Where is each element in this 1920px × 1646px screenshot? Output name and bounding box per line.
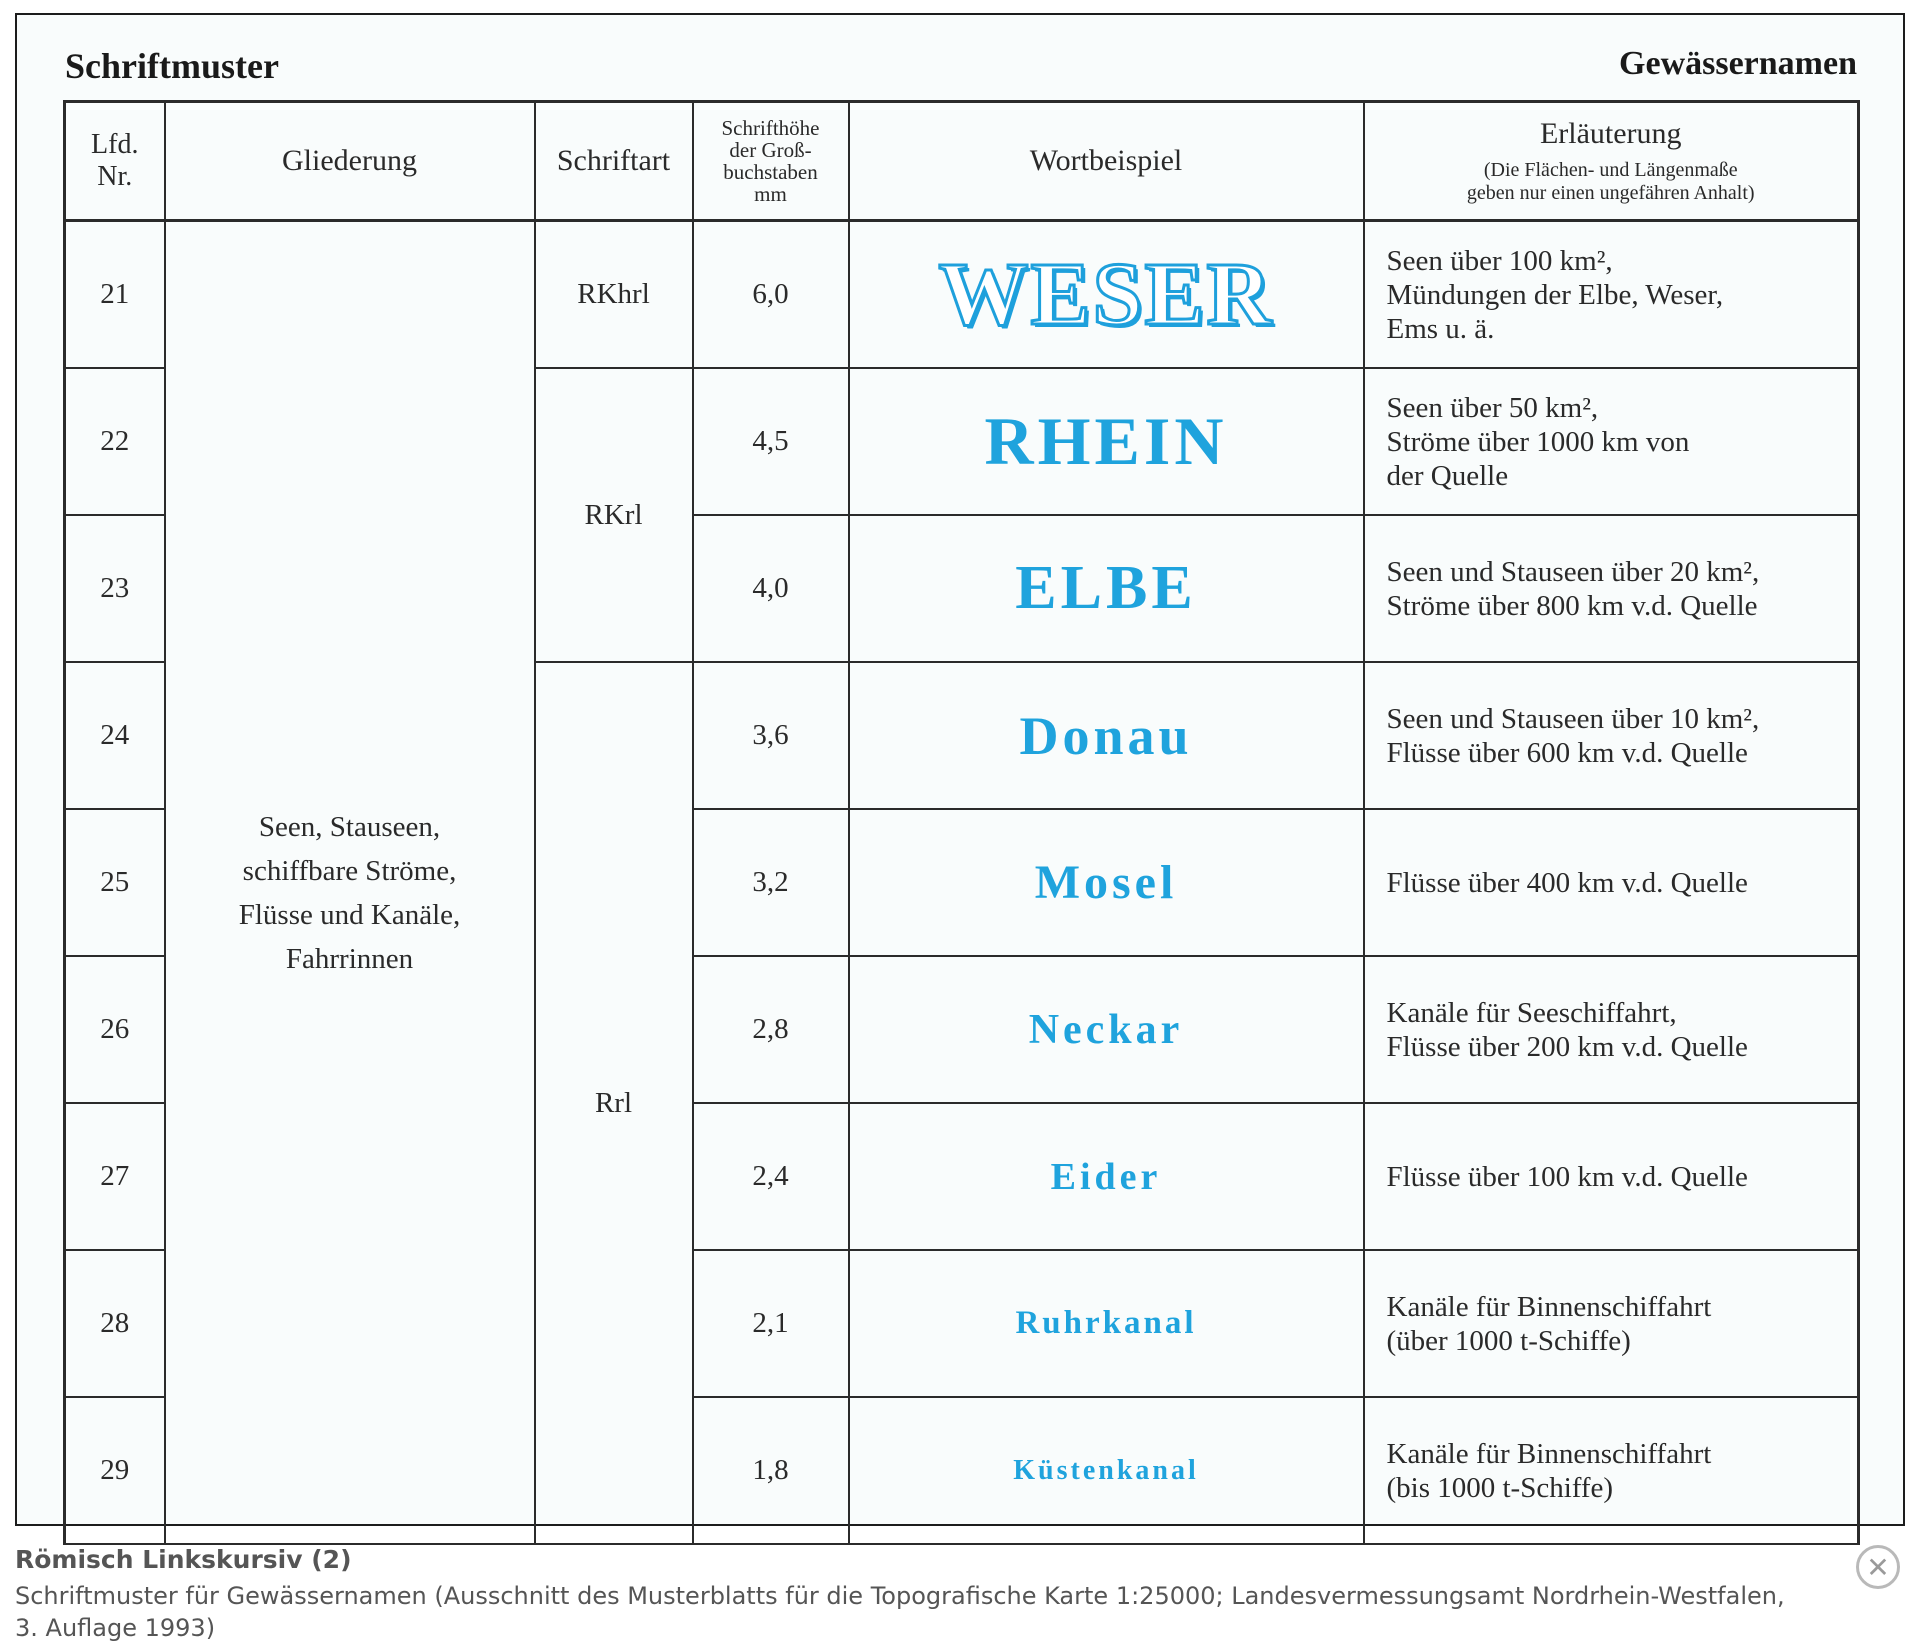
erlaeuterung-cell [1364, 1250, 1859, 1397]
table-row [65, 221, 1859, 369]
word-example-cell [849, 1250, 1364, 1397]
row-nr: 28 [65, 1250, 165, 1397]
schrifthoehe-cell: 2,4 [693, 1103, 849, 1250]
schrifthoehe-cell: 4,5 [693, 368, 849, 515]
erl-line: Mündungen der Elbe, Weser, [1386, 278, 1724, 311]
erl-line: Flüsse über 100 km v.d. Quelle [1386, 1160, 1748, 1193]
word-example: RHEIN [984, 403, 1228, 479]
erl-line: Seen über 50 km², [1386, 391, 1599, 424]
col-header-hoehe-line4: mm [754, 182, 787, 206]
gliederung-cell [165, 221, 535, 1545]
row-nr: 25 [65, 809, 165, 956]
erl-line: Flüsse über 600 km v.d. Quelle [1386, 736, 1748, 769]
col-header-erl-sub2: geben nur einen ungefähren Anhalt) [1466, 182, 1755, 204]
word-example: Mosel [1034, 856, 1178, 909]
schrifthoehe-cell: 6,0 [693, 221, 849, 369]
word-example: WESER [938, 245, 1274, 344]
word-example: ELBE [1015, 554, 1197, 622]
col-header-erl-title: Erläuterung [1539, 117, 1682, 150]
caption-title: Römisch Linkskursiv (2) [15, 1545, 352, 1574]
schrifthoehe-cell: 2,8 [693, 956, 849, 1103]
schriftart-cell: RKrl [535, 368, 693, 662]
erl-line: (über 1000 t-Schiffe) [1386, 1324, 1631, 1357]
col-header-hoehe-line1: Schrifthöhe [721, 116, 820, 140]
word-example: Küstenkanal [1013, 1455, 1199, 1486]
erl-line: Ströme über 800 km v.d. Quelle [1386, 589, 1758, 622]
erl-line: Flüsse über 200 km v.d. Quelle [1386, 1030, 1748, 1063]
gliederung-line: schiffbare Ströme, [242, 854, 457, 887]
col-header-hoehe-line3: buchstaben [723, 160, 818, 184]
schriftart-cell: Rrl [535, 662, 693, 1544]
schrifthoehe-cell: 1,8 [693, 1397, 849, 1544]
schrifthoehe-cell: 2,1 [693, 1250, 849, 1397]
col-header-wortbeispiel: Wortbeispiel [849, 102, 1364, 221]
col-header-erlaeuterung [1364, 102, 1859, 221]
erlaeuterung-cell [1364, 515, 1859, 662]
erlaeuterung-cell [1364, 662, 1859, 809]
erlaeuterung-cell [1364, 221, 1859, 369]
col-header-gliederung: Gliederung [165, 102, 535, 221]
erl-line: Kanäle für Binnenschiffahrt [1386, 1290, 1712, 1323]
erlaeuterung-cell [1364, 1397, 1859, 1544]
caption-text: Schriftmuster für Gewässernamen (Ausschnitt des Musterblatts für die Topografische Karte 1:25000; Landesvermessungsamt Nordrhein-Westfalen, 3. Auflage 1993) [15, 1582, 1785, 1642]
word-example-cell [849, 1103, 1364, 1250]
row-nr: 26 [65, 956, 165, 1103]
col-header-nr [65, 102, 165, 221]
word-example: Donau [1019, 705, 1193, 766]
schrifthoehe-cell: 3,6 [693, 662, 849, 809]
word-example-cell [849, 1397, 1364, 1544]
word-example-cell [849, 662, 1364, 809]
gliederung-line: Flüsse und Kanäle, [238, 898, 461, 931]
word-example: Eider [1050, 1155, 1162, 1198]
erl-line: (bis 1000 t-Schiffe) [1386, 1471, 1614, 1504]
erlaeuterung-cell [1364, 956, 1859, 1103]
word-example-cell [849, 956, 1364, 1103]
erl-line: Seen und Stauseen über 10 km², [1386, 702, 1760, 735]
sheet-title: Schriftmuster [65, 46, 279, 86]
gliederung-line: Seen, Stauseen, [258, 810, 441, 843]
close-button[interactable] [1856, 1545, 1900, 1589]
row-nr: 23 [65, 515, 165, 662]
col-header-nr-line2: Nr. [97, 161, 133, 192]
schrifthoehe-cell: 3,2 [693, 809, 849, 956]
word-example-cell [849, 368, 1364, 515]
col-header-nr-line1: Lfd. [91, 129, 139, 160]
row-nr: 22 [65, 368, 165, 515]
schriftart-cell: RKhrl [535, 221, 693, 369]
erl-line: der Quelle [1386, 459, 1509, 492]
gliederung-line: Fahrrinnen [285, 942, 414, 975]
erl-line: Seen über 100 km², [1386, 244, 1613, 277]
erl-line: Seen und Stauseen über 20 km², [1386, 555, 1760, 588]
word-example: Ruhrkanal [1015, 1305, 1197, 1341]
erl-line: Kanäle für Binnenschiffahrt [1386, 1437, 1712, 1470]
erl-line: Kanäle für Seeschiffahrt, [1386, 996, 1677, 1029]
col-header-erl-sub1: (Die Flächen- und Längenmaße [1483, 159, 1738, 181]
word-example-cell [849, 515, 1364, 662]
word-example-cell [849, 221, 1364, 369]
row-nr: 29 [65, 1397, 165, 1544]
erl-line: Ströme über 1000 km von [1386, 425, 1690, 458]
word-example: Neckar [1028, 1006, 1184, 1053]
erl-line: Ems u. ä. [1386, 312, 1495, 345]
erl-line: Flüsse über 400 km v.d. Quelle [1386, 866, 1748, 899]
word-example-cell [849, 809, 1364, 956]
close-icon: ✕ [1866, 1550, 1890, 1584]
table-header-row [65, 102, 1859, 221]
erlaeuterung-cell [1364, 809, 1859, 956]
specimen-table [63, 100, 1860, 1545]
row-nr: 21 [65, 221, 165, 369]
erlaeuterung-cell [1364, 368, 1859, 515]
schrifthoehe-cell: 4,0 [693, 515, 849, 662]
row-nr: 27 [65, 1103, 165, 1250]
col-header-schrifthoehe [693, 102, 849, 221]
col-header-hoehe-line2: der Groß- [729, 138, 812, 162]
sheet-category: Gewässernamen [1619, 45, 1857, 82]
image-caption [15, 1545, 1815, 1644]
erlaeuterung-cell [1364, 1103, 1859, 1250]
row-nr: 24 [65, 662, 165, 809]
col-header-schriftart: Schriftart [535, 102, 693, 221]
